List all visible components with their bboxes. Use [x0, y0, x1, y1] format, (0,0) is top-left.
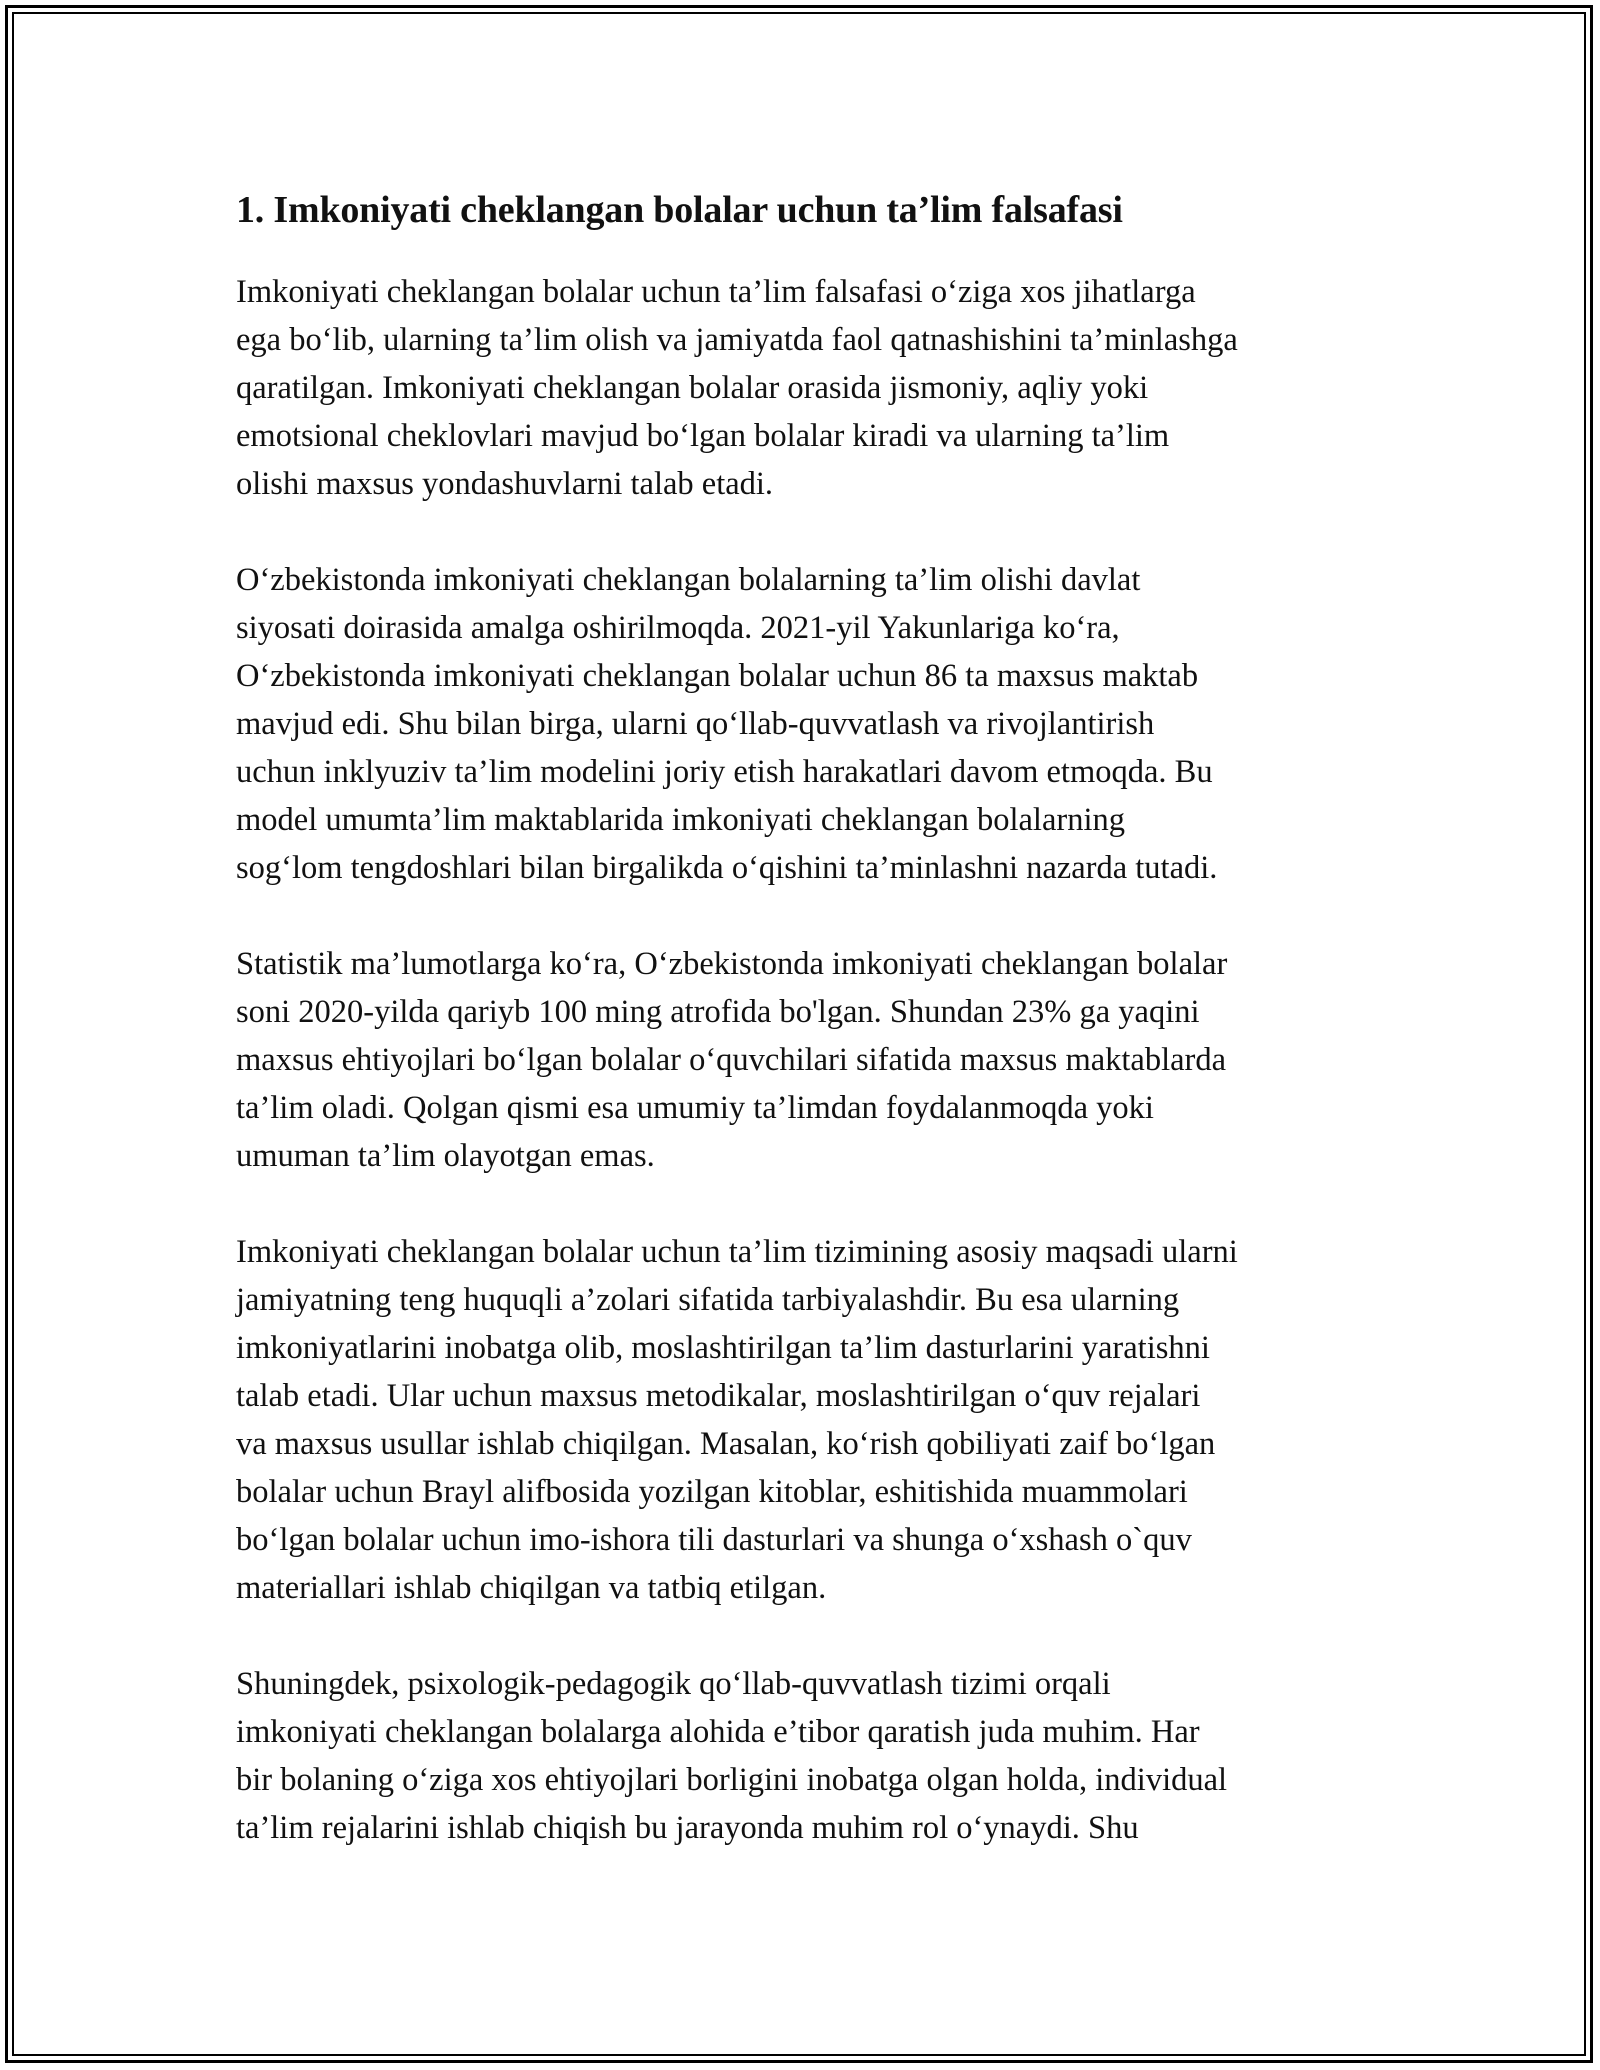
paragraph-2: O‘zbekistonda imkoniyati cheklangan bolalarning ta’lim olishi davlat siyosati doirasida amalga oshirilmoqda. 2021-yil Yakunlariga ko‘ra, O‘zbekistonda imkoniyati cheklangan bolalar uchun 86 ta maxsus maktab mavjud edi. Shu bilan birga, ularni qo‘llab-quvvatlash va rivojlantirish uchun inklyuziv ta’lim modelini joriy etish harakatlari davom etmoqda. Bu model umumta’lim maktablarida imkoniyati cheklangan bolalarning sog‘lom tengdoshlari bilan birgalikda o‘qishini ta’minlashni nazarda tutadi. — [236, 562, 1218, 886]
paragraph-5: Shuningdek, psixologik-pedagogik qo‘llab-quvvatlash tizimi orqali imkoniyati cheklangan bolalarga alohida e’tibor qaratish juda muhim. Har bir bolaning o‘ziga xos ehtiyojlari borligini inobatga olgan holda, individual ta’lim rejalarini ishlab chiqish bu jarayonda muhim rol o‘ynaydi. Shu — [236, 1666, 1228, 1846]
section-heading: 1. Imkoniyati cheklangan bolalar uchun ta’lim falsafasi — [236, 189, 1123, 231]
paragraph-3: Statistik ma’lumotlarga ko‘ra, O‘zbekistonda imkoniyati cheklangan bolalar soni 2020-yilda qariyb 100 ming atrofida bo'lgan. Shundan 23% ga yaqini maxsus ehtiyojlari bo‘lgan bolalar o‘quvchilari sifatida maxsus maktablarda ta’lim oladi. Qolgan qismi esa umumiy ta’limdan foydalanmoqda yoki umuman ta’lim olayotgan emas. — [236, 946, 1228, 1174]
paragraph-1: Imkoniyati cheklangan bolalar uchun ta’lim falsafasi o‘ziga xos jihatlarga ega bo‘lib, ularning ta’lim olish va jamiyatda faol qatnashishini ta’minlashga qaratilgan. Imkoniyati cheklangan bolalar orasida jismoniy, aqliy yoki emotsional cheklovlari mavjud bo‘lgan bolalar kiradi va ularning ta’lim olishi maxsus yondashuvlarni talab etadi. — [236, 274, 1238, 502]
document-body — [236, 186, 1376, 1900]
paragraph-4: Imkoniyati cheklangan bolalar uchun ta’lim tizimining asosiy maqsadi ularni jamiyatning teng huquqli a’zolari sifatida tarbiyalashdir. Bu esa ularning imkoniyatlarini inobatga olib, moslashtirilgan ta’lim dasturlarini yaratishni talab etadi. Ular uchun maxsus metodikalar, moslashtirilgan o‘quv rejalari va maxsus usullar ishlab chiqilgan. Masalan, ko‘rish qobiliyati zaif bo‘lgan bolalar uchun Brayl alifbosida yozilgan kitoblar, eshitishida muammolari bo‘lgan bolalar uchun imo-ishora tili dasturlari va shunga o‘xshash o`quv materiallari ishlab chiqilgan va tatbiq etilgan. — [236, 1234, 1238, 1606]
